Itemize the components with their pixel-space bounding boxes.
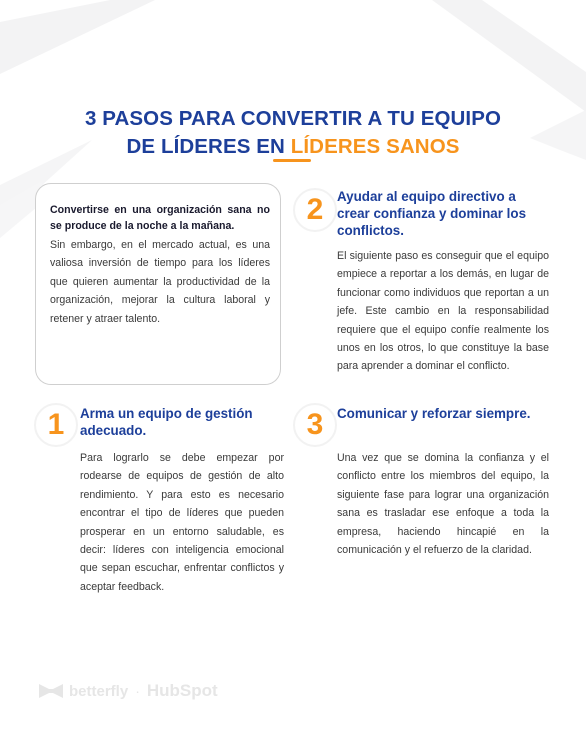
step-2-digit: 2 bbox=[306, 193, 324, 226]
title-accent: LÍDERES SANOS bbox=[290, 134, 460, 158]
hubspot-logo-text: HubSpot bbox=[146, 681, 218, 700]
intro-lead: Convertirse en una organización sana no se produce de la noche a la mañana. bbox=[50, 204, 270, 232]
title-underline bbox=[273, 159, 311, 162]
step-2-number bbox=[295, 190, 335, 230]
page-title bbox=[0, 105, 586, 161]
step-2-body: El siguiente paso es conseguir que el equipo empiece a reportar a los demás, en lugar de funcionar como individuos que reportan a un jefe. Este cambio en la responsabilidad requiere que el equipo confíe realmente los unos en los otros, lo que constituye la base para aprender a dominar el conflicto. bbox=[337, 250, 549, 373]
footer-logos bbox=[38, 680, 218, 702]
logo-separator: · bbox=[135, 683, 140, 699]
intro-body: Sin embargo, en el mercado actual, es una valiosa inversión de tiempo para los líderes que quieren aumentar la productividad de la organización, mejorar la cultura laboral y retener y atraer talento. bbox=[50, 239, 270, 325]
betterfly-logo-text: betterfly bbox=[69, 682, 129, 700]
step-3-heading: Comunicar y reforzar siempre. bbox=[337, 406, 531, 421]
step-3-body: Una vez que se domina la confianza y el conflicto entre los miembros del equipo, la siguiente fase para lograr una organización sana es trasladar ese enfoque a toda la empresa, haciendo hincapié en la comunicación y el refuerzo de la claridad. bbox=[337, 452, 549, 557]
step-1-heading: Arma un equipo de gestión adecuado. bbox=[80, 406, 253, 438]
step-1-body: Para lograrlo se debe empezar por rodearse de equipos de gestión de alto rendimiento. Y para esto es necesario encontrar el tipo de líderes que pueden prosperar en un entorno saludable, es decir: líderes con inteligencia emocional que sepan escuchar, enfrentar conflictos y aceptar feedback. bbox=[80, 452, 284, 593]
step-1-digit: 1 bbox=[47, 408, 65, 441]
title-line-2 bbox=[0, 133, 586, 161]
step-3-digit: 3 bbox=[306, 408, 324, 441]
step-1-number bbox=[36, 405, 76, 445]
step-2-heading: Ayudar al equipo directivo a crear confianza y dominar los conflictos. bbox=[337, 189, 527, 238]
betterfly-bow-icon bbox=[38, 683, 64, 699]
title-line-1: 3 PASOS PARA CONVERTIR A TU EQUIPO bbox=[84, 106, 502, 130]
title-line-2-prefix: DE LÍDERES EN bbox=[126, 134, 291, 158]
intro-box bbox=[35, 183, 281, 385]
step-3-number bbox=[295, 405, 335, 445]
